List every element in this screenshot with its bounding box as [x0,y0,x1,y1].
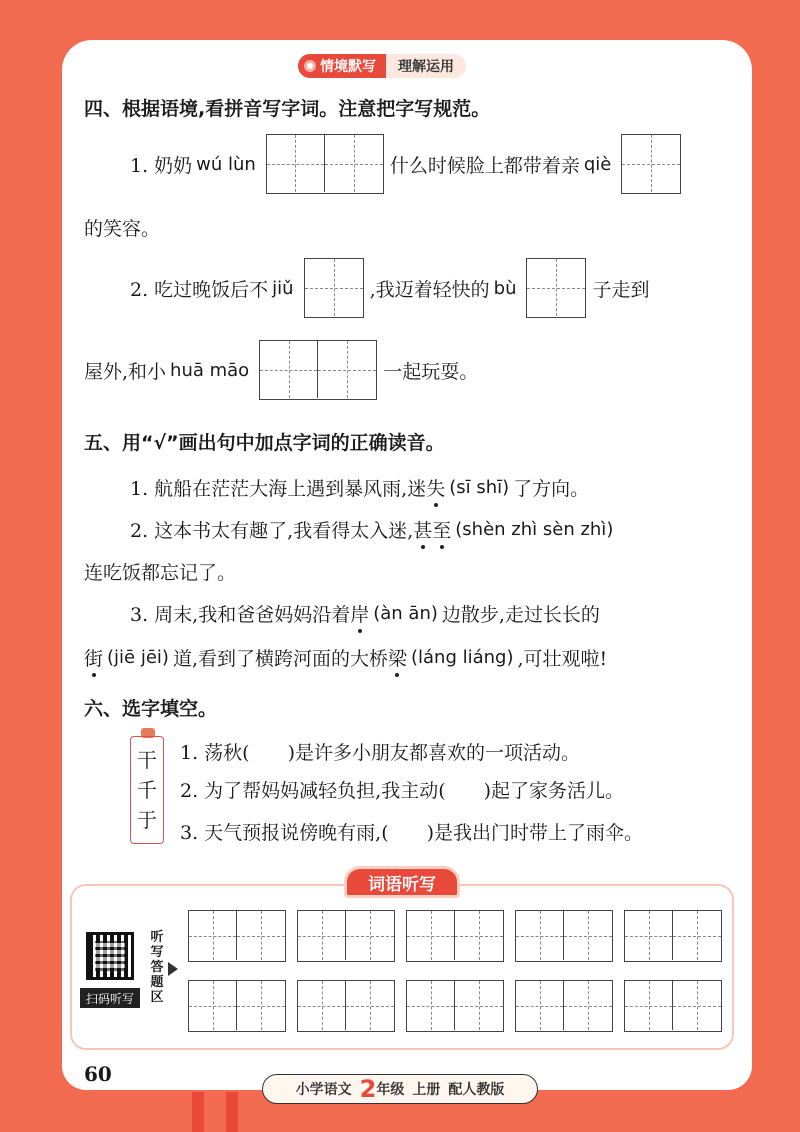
reading-options[interactable]: (sī shī) [449,477,510,498]
dictation-grid[interactable] [188,910,286,962]
dictation-grid[interactable] [297,980,395,1032]
section4-title: 四、根据语境,看拼音写字词。注意把字写规范。 [84,98,491,120]
page-number: 60 [84,1062,112,1086]
reading-options[interactable]: (àn ān) [373,603,438,624]
section6-q2: 2. 为了帮妈妈减轻负担,我主动( )起了家务活儿。 [180,780,625,802]
writing-grid[interactable] [259,340,377,400]
section-tab [298,54,466,78]
section6-title: 六、选字填空。 [84,698,218,720]
answer-area-label: 听 写 答 题 区 [150,930,164,1005]
dotted-char: 失 [426,474,445,501]
writing-grid[interactable] [526,258,586,318]
char-option: 于 [137,808,157,832]
section5-title: 五、用“√”画出句中加点字词的正确读音。 [84,432,445,454]
char-choice-scroll [130,736,164,844]
dictation-grid[interactable] [406,980,504,1032]
bookmark-ribbon [226,1092,238,1132]
dictation-grid[interactable] [515,910,613,962]
section6-q3: 3. 天气预报说傍晚有雨,( )是我出门时带上了雨伞。 [180,822,644,844]
section4-q1: 1. 奶奶 wú lùn 什么时候脸上都带着亲 qiè [130,134,687,194]
bookmark-ribbon [192,1092,204,1132]
dictation-grid[interactable] [515,980,613,1032]
section5-q2-line2: 连吃饭都忘记了。 [84,562,237,584]
writing-grid[interactable] [621,134,681,194]
dotted-char: 街 [84,644,103,671]
arrow-right-icon [168,962,178,976]
dictation-grid[interactable] [297,910,395,962]
section4-q1-line2: 的笑容。 [84,218,161,240]
dictation-title: 词语听写 [344,866,460,898]
section4-q2: 2. 吃过晚饭后不 jiǔ ,我迈着轻快的 bù 子走到 [130,258,650,318]
tab-secondary: 理解运用 [386,54,466,78]
dotted-char: 至 [432,516,451,543]
dictation-grid[interactable] [624,980,722,1032]
writing-grid[interactable] [304,258,364,318]
section5-q1: 1. 航船在茫茫大海上遇到暴风雨,迷 失 (sī shī) 了方向。 [130,474,589,501]
char-option: 干 [137,748,157,772]
section5-q3-line2: 街 (jiē jēi) 道,看到了横跨河面的大桥 梁 (láng liáng) ,可壮观啦! [84,644,607,671]
dictation-grid[interactable] [406,910,504,962]
book-info-footer: 小学语文 2 年级 上册 配人教版 [262,1074,538,1104]
section6-q1: 1. 荡秋( )是许多小朋友都喜欢的一项活动。 [180,742,581,764]
section4-q2-line2: 屋外,和小 huā māo 一起玩耍。 [84,340,478,400]
dictation-grid[interactable] [624,910,722,962]
tab-primary: 情境默写 [298,54,386,78]
dotted-char: 岸 [350,600,369,627]
scan-label: 扫码听写 [80,988,140,1008]
reading-options[interactable]: (jiē jēi) [107,647,169,668]
tab-bullet-icon [304,60,316,72]
qr-code-icon[interactable] [86,932,134,980]
char-option: 千 [137,778,157,802]
reading-options[interactable]: (láng liáng) [411,647,514,668]
reading-options[interactable]: (shèn zhì sèn zhì) [455,519,614,540]
dictation-grid[interactable] [188,980,286,1032]
dotted-char: 梁 [388,644,407,671]
writing-grid[interactable] [266,134,384,194]
section5-q2: 2. 这本书太有趣了,我看得太入迷, 甚 至 (shèn zhì sèn zhì) [130,516,617,543]
section5-q3: 3. 周末,我和爸爸妈妈沿着 岸 (àn ān) 边散步,走过长长的 [130,600,600,627]
dotted-char: 甚 [413,516,432,543]
